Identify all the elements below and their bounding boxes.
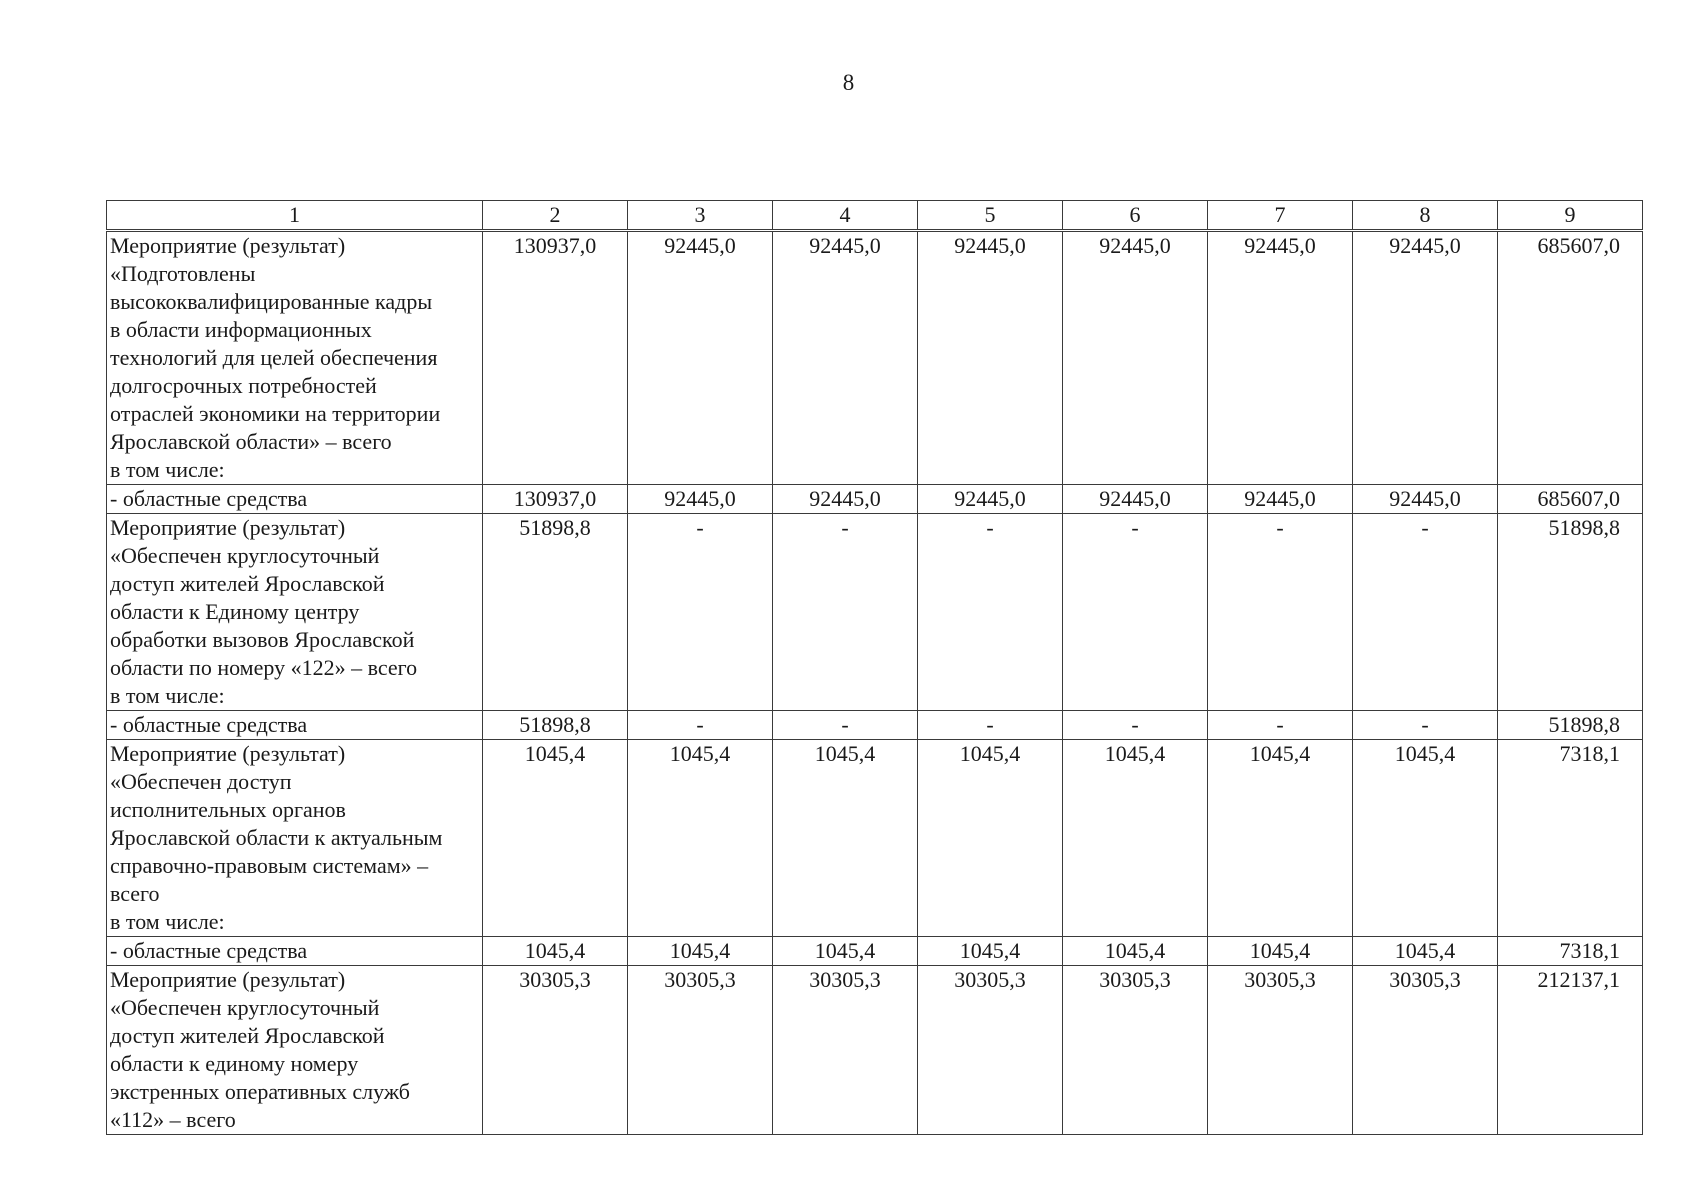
table-cell: 51898,8 bbox=[483, 711, 628, 740]
table-cell: 30305,3 bbox=[773, 966, 918, 1135]
column-header: 3 bbox=[628, 201, 773, 231]
table-row-measure bbox=[107, 231, 1643, 485]
table-cell: - bbox=[1353, 514, 1498, 711]
table-cell: 30305,3 bbox=[918, 966, 1063, 1135]
table-cell: 1045,4 bbox=[1063, 740, 1208, 937]
table-row-subtotal bbox=[107, 937, 1643, 966]
table-cell: 30305,3 bbox=[1063, 966, 1208, 1135]
table-cell: 1045,4 bbox=[773, 740, 918, 937]
table-cell: 1045,4 bbox=[483, 740, 628, 937]
table-cell: - bbox=[1208, 514, 1353, 711]
table-row-measure bbox=[107, 740, 1643, 937]
table-cell: 1045,4 bbox=[773, 937, 918, 966]
table-cell: 92445,0 bbox=[773, 485, 918, 514]
column-header: 7 bbox=[1208, 201, 1353, 231]
table-cell: - bbox=[773, 711, 918, 740]
table-cell-total: 7318,1 bbox=[1498, 937, 1643, 966]
table-cell: 92445,0 bbox=[1353, 231, 1498, 485]
row-name: - областные средства bbox=[107, 937, 483, 966]
table-cell: 92445,0 bbox=[918, 231, 1063, 485]
table-cell: 92445,0 bbox=[1353, 485, 1498, 514]
table-cell: 1045,4 bbox=[918, 937, 1063, 966]
table-row-measure bbox=[107, 514, 1643, 711]
table-cell-total: 51898,8 bbox=[1498, 514, 1643, 711]
table-cell: - bbox=[1208, 711, 1353, 740]
table-cell: 30305,3 bbox=[628, 966, 773, 1135]
page-number: 8 bbox=[842, 70, 855, 95]
table-cell-total: 685607,0 bbox=[1498, 231, 1643, 485]
table-cell: 92445,0 bbox=[1208, 231, 1353, 485]
table-cell: 92445,0 bbox=[1208, 485, 1353, 514]
table-cell: 30305,3 bbox=[483, 966, 628, 1135]
table-cell: 1045,4 bbox=[628, 937, 773, 966]
table-cell: - bbox=[628, 711, 773, 740]
table-cell: - bbox=[773, 514, 918, 711]
funding-table bbox=[106, 200, 1643, 1135]
table-cell: 92445,0 bbox=[918, 485, 1063, 514]
table-cell: 92445,0 bbox=[628, 485, 773, 514]
table-cell: 1045,4 bbox=[1353, 740, 1498, 937]
table-cell: 92445,0 bbox=[1063, 485, 1208, 514]
column-header: 5 bbox=[918, 201, 1063, 231]
table-cell: - bbox=[1353, 711, 1498, 740]
table-cell: 1045,4 bbox=[1353, 937, 1498, 966]
table-cell: 1045,4 bbox=[1208, 740, 1353, 937]
table-cell: 92445,0 bbox=[628, 231, 773, 485]
row-name: Мероприятие (результат) «Обеспечен круглосуточный доступ жителей Ярославской области к единому номеру экстренных оперативных служб «112» – всего bbox=[107, 966, 483, 1135]
table-cell: 92445,0 bbox=[773, 231, 918, 485]
table-cell: 1045,4 bbox=[918, 740, 1063, 937]
table-cell: 1045,4 bbox=[1063, 937, 1208, 966]
table-cell: 51898,8 bbox=[483, 514, 628, 711]
table-row-subtotal bbox=[107, 485, 1643, 514]
table-cell: - bbox=[628, 514, 773, 711]
table-cell: 130937,0 bbox=[483, 485, 628, 514]
table-cell: 1045,4 bbox=[1208, 937, 1353, 966]
table-cell: 130937,0 bbox=[483, 231, 628, 485]
table-cell: - bbox=[1063, 514, 1208, 711]
column-header: 9 bbox=[1498, 201, 1643, 231]
table-cell: - bbox=[918, 514, 1063, 711]
table-cell: 92445,0 bbox=[1063, 231, 1208, 485]
table-cell-total: 7318,1 bbox=[1498, 740, 1643, 937]
table-cell: 30305,3 bbox=[1208, 966, 1353, 1135]
row-name: Мероприятие (результат) «Обеспечен доступ исполнительных органов Ярославской области к актуальным справочно-правовым системам» – всего в том числе: bbox=[107, 740, 483, 937]
column-header: 1 bbox=[107, 201, 483, 231]
table-cell-total: 212137,1 bbox=[1498, 966, 1643, 1135]
table-row-subtotal bbox=[107, 711, 1643, 740]
row-name: - областные средства bbox=[107, 711, 483, 740]
table-cell: 1045,4 bbox=[483, 937, 628, 966]
column-header: 4 bbox=[773, 201, 918, 231]
table-cell: 30305,3 bbox=[1353, 966, 1498, 1135]
table-cell: - bbox=[1063, 711, 1208, 740]
column-header: 2 bbox=[483, 201, 628, 231]
row-name: - областные средства bbox=[107, 485, 483, 514]
table-cell-total: 685607,0 bbox=[1498, 485, 1643, 514]
table-row-measure bbox=[107, 966, 1643, 1135]
column-header: 6 bbox=[1063, 201, 1208, 231]
table-cell: - bbox=[918, 711, 1063, 740]
row-name: Мероприятие (результат) «Подготовлены высококвалифицированные кадры в области информационных технологий для целей обеспечения долгосрочных потребностей отраслей экономики на территории Ярославской области» – всего в том числе: bbox=[107, 231, 483, 485]
table-cell: 1045,4 bbox=[628, 740, 773, 937]
column-header: 8 bbox=[1353, 201, 1498, 231]
table-header-row bbox=[107, 201, 1643, 231]
table-cell-total: 51898,8 bbox=[1498, 711, 1643, 740]
row-name: Мероприятие (результат) «Обеспечен круглосуточный доступ жителей Ярославской области к Единому центру обработки вызовов Ярославской области по номеру «122» – всего в том числе: bbox=[107, 514, 483, 711]
